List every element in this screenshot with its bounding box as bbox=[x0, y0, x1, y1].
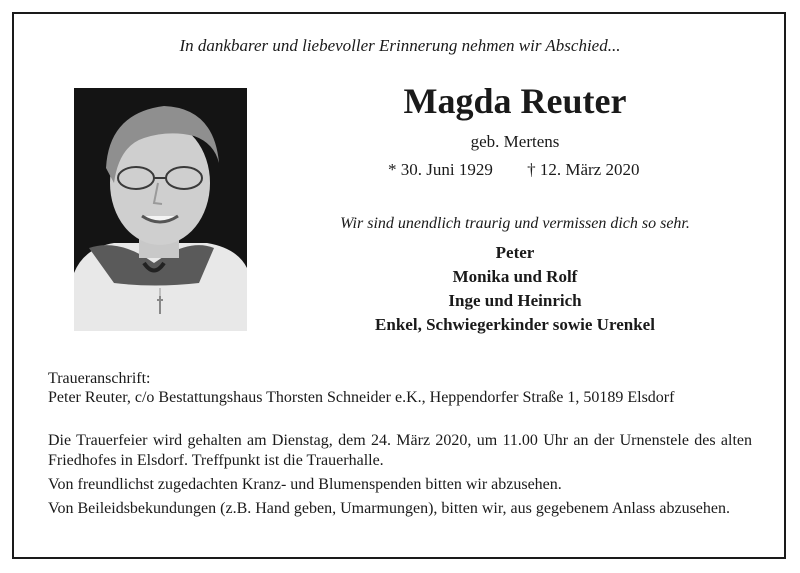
maiden-name: geb. Mertens bbox=[470, 132, 560, 151]
flowers-note: Von freundlichst zugedachten Kranz- und Blumenspenden bitten wir abzusehen. bbox=[48, 476, 562, 493]
ceremony-note: Die Trauerfeier wird gehalten am Dienstag, dem 24. März 2020, um 11.00 Uhr an der Urnenstele des alten Friedhofes in Elsdorf. Treffpunkt ist die Trauerhalle. bbox=[48, 432, 752, 469]
life-dates bbox=[388, 160, 639, 180]
portrait-photo bbox=[74, 88, 247, 331]
mourner: Monika und Rolf bbox=[452, 267, 578, 286]
grief-line: Wir sind unendlich traurig und vermissen dich so sehr. bbox=[340, 215, 690, 232]
mourner: Inge und Heinrich bbox=[448, 291, 582, 310]
death-date: † 12. März 2020 bbox=[527, 160, 640, 179]
mourners-list bbox=[300, 241, 730, 337]
intro-line: In dankbarer und liebevoller Erinnerung nehmen wir Abschied... bbox=[179, 36, 621, 55]
mourning-address bbox=[48, 369, 674, 407]
address-text: Peter Reuter, c/o Bestattungshaus Thorsten Schneider e.K., Heppendorfer Straße 1, 50189 Elsdorf bbox=[48, 389, 675, 406]
mourner: Peter bbox=[495, 243, 535, 262]
condolence-note: Von Beileidsbekundungen (z.B. Hand geben, Umarmungen), bitten wir, aus gegebenem Anlass abzusehen. bbox=[48, 500, 731, 517]
funeral-notes bbox=[48, 431, 752, 523]
mourner: Enkel, Schwiegerkinder sowie Urenkel bbox=[375, 315, 655, 334]
birth-date: * 30. Juni 1929 bbox=[388, 160, 493, 179]
address-label: Traueranschrift: bbox=[48, 370, 151, 387]
deceased-name: Magda Reuter bbox=[403, 81, 627, 121]
